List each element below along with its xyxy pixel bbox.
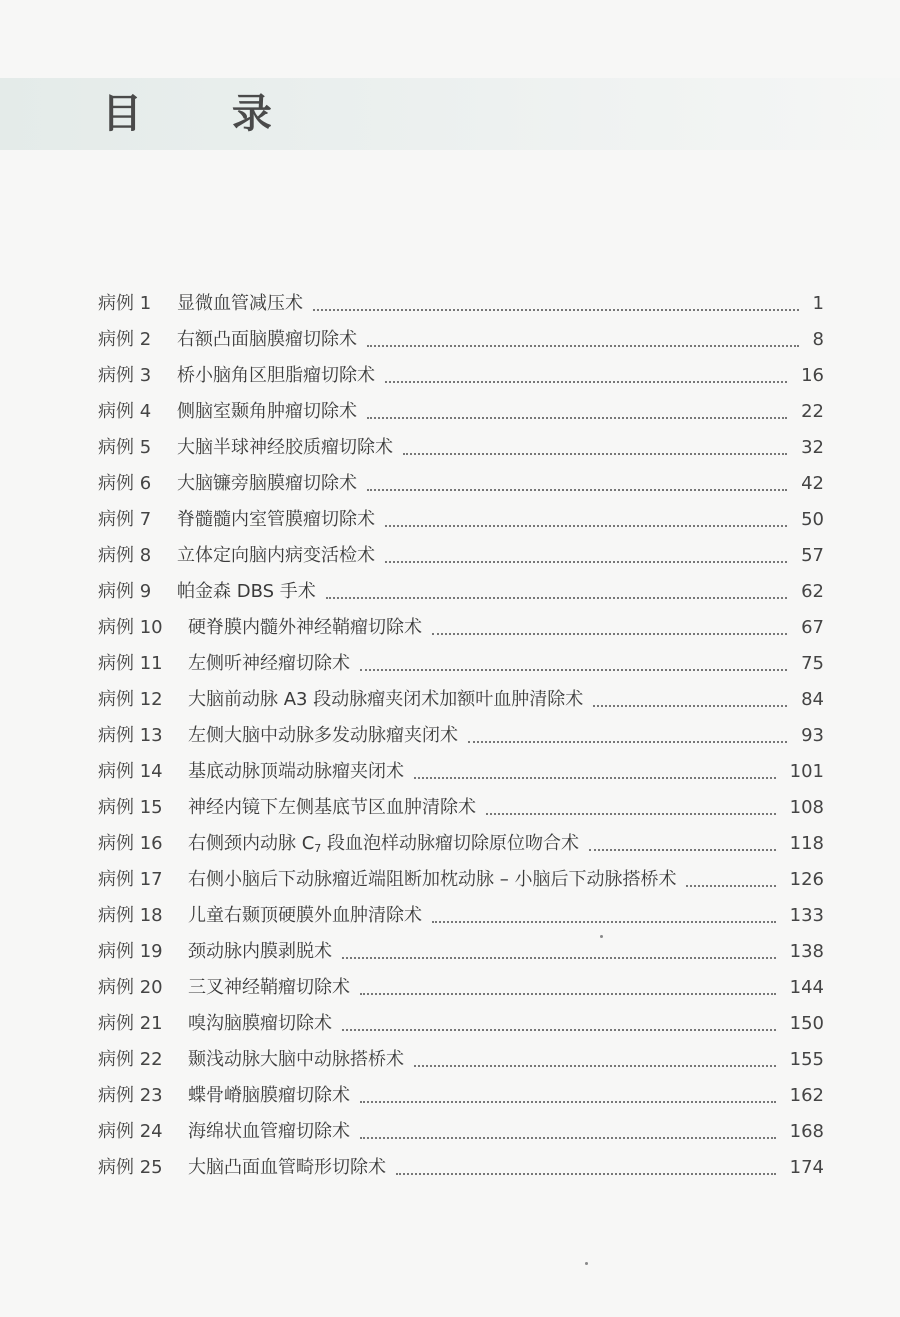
- entry-title: 大脑前动脉 A3 段动脉瘤夹闭术加额叶血肿清除术: [188, 689, 584, 710]
- case-number: 病例 13: [98, 725, 163, 746]
- toc-entry[interactable]: [98, 754, 824, 790]
- toc-entry[interactable]: [98, 322, 824, 358]
- case-number: 病例 9: [98, 581, 152, 602]
- entry-title: 显微血管减压术: [177, 293, 303, 314]
- toc-entry[interactable]: [98, 1006, 824, 1042]
- entry-title: 儿童右颞顶硬膜外血肿清除术: [188, 905, 422, 926]
- dot-leader: [385, 561, 787, 563]
- toc-entry[interactable]: [98, 934, 824, 970]
- entry-title: 基底动脉顶端动脉瘤夹闭术: [188, 761, 404, 782]
- entry-title: 帕金森 DBS 手术: [177, 581, 316, 602]
- dot-leader: [593, 705, 787, 707]
- toc-entry[interactable]: [98, 1150, 824, 1186]
- page-number: 126: [789, 869, 824, 890]
- dot-leader: [313, 309, 799, 311]
- dot-leader: [360, 1101, 776, 1103]
- toc-entry[interactable]: [98, 898, 824, 934]
- dot-leader: [360, 993, 776, 995]
- page-number: 168: [789, 1121, 824, 1142]
- case-number: 病例 24: [98, 1121, 163, 1142]
- case-number: 病例 8: [98, 545, 152, 566]
- case-number: 病例 12: [98, 689, 163, 710]
- page-number: 108: [789, 797, 824, 818]
- page-number: 62: [801, 581, 824, 602]
- page-number: 16: [801, 365, 824, 386]
- paper-speck: [600, 935, 603, 938]
- page-number: 162: [789, 1085, 824, 1106]
- dot-leader: [589, 849, 776, 851]
- toc-entry[interactable]: [98, 286, 824, 322]
- page-number: 67: [801, 617, 824, 638]
- toc-entry[interactable]: [98, 394, 824, 430]
- toc-entry[interactable]: [98, 862, 824, 898]
- page-title: 目 录: [102, 91, 310, 137]
- dot-leader: [468, 741, 787, 743]
- page-number: 150: [789, 1013, 824, 1034]
- entry-title: 颞浅动脉大脑中动脉搭桥术: [188, 1049, 404, 1070]
- dot-leader: [385, 525, 787, 527]
- case-number: 病例 20: [98, 977, 163, 998]
- page-number: 155: [789, 1049, 824, 1070]
- case-number: 病例 15: [98, 797, 163, 818]
- toc-entry[interactable]: [98, 1114, 824, 1150]
- page-number: 50: [801, 509, 824, 530]
- dot-leader: [486, 813, 776, 815]
- case-number: 病例 18: [98, 905, 163, 926]
- dot-leader: [367, 345, 799, 347]
- toc-entry[interactable]: [98, 826, 824, 862]
- entry-title-part: 段血泡样动脉瘤切除原位吻合术: [321, 833, 580, 854]
- page-number: 8: [812, 329, 824, 350]
- page-number: 144: [789, 977, 824, 998]
- dot-leader: [432, 921, 776, 923]
- entry-title: 侧脑室颞角肿瘤切除术: [177, 401, 357, 422]
- dot-leader: [396, 1173, 776, 1175]
- page-number: 22: [801, 401, 824, 422]
- entry-title-part: 右侧颈内动脉 C: [188, 833, 315, 854]
- dot-leader: [342, 957, 776, 959]
- entry-title-subscript: 7: [314, 842, 322, 855]
- toc-entry[interactable]: [98, 970, 824, 1006]
- dot-leader: [385, 381, 787, 383]
- entry-title: 神经内镜下左侧基底节区血肿清除术: [188, 797, 476, 818]
- entry-title: 大脑凸面血管畸形切除术: [188, 1157, 386, 1178]
- dot-leader: [367, 489, 787, 491]
- case-number: 病例 10: [98, 617, 163, 638]
- page-number: 101: [789, 761, 824, 782]
- dot-leader: [342, 1029, 776, 1031]
- toc-entry[interactable]: [98, 502, 824, 538]
- case-number: 病例 3: [98, 365, 152, 386]
- entry-title: 立体定向脑内病变活检术: [177, 545, 375, 566]
- page-number: 138: [789, 941, 824, 962]
- toc-entry[interactable]: [98, 790, 824, 826]
- toc-entry[interactable]: [98, 682, 824, 718]
- case-number: 病例 5: [98, 437, 152, 458]
- entry-title: 右侧小脑后下动脉瘤近端阻断加枕动脉 – 小脑后下动脉搭桥术: [188, 869, 677, 890]
- case-number: 病例 1: [98, 293, 152, 314]
- page-number: 93: [801, 725, 824, 746]
- case-number: 病例 6: [98, 473, 152, 494]
- entry-title: 硬脊膜内髓外神经鞘瘤切除术: [188, 617, 422, 638]
- case-number: 病例 14: [98, 761, 163, 782]
- case-number: 病例 4: [98, 401, 152, 422]
- page-number: 32: [801, 437, 824, 458]
- toc-entry[interactable]: [98, 538, 824, 574]
- toc-entry[interactable]: [98, 610, 824, 646]
- case-number: 病例 2: [98, 329, 152, 350]
- entry-title: 大脑镰旁脑膜瘤切除术: [177, 473, 357, 494]
- page-number: 84: [801, 689, 824, 710]
- toc-entry[interactable]: [98, 646, 824, 682]
- dot-leader: [360, 1137, 776, 1139]
- toc-entry[interactable]: [98, 466, 824, 502]
- toc-entry[interactable]: [98, 1078, 824, 1114]
- page-number: 133: [789, 905, 824, 926]
- entry-title: 桥小脑角区胆脂瘤切除术: [177, 365, 375, 386]
- entry-title: 左侧大脑中动脉多发动脉瘤夹闭术: [188, 725, 458, 746]
- case-number: 病例 25: [98, 1157, 163, 1178]
- page-number: 1: [812, 293, 824, 314]
- entry-title: 脊髓髓内室管膜瘤切除术: [177, 509, 375, 530]
- paper-speck: [585, 1262, 588, 1265]
- dot-leader: [326, 597, 787, 599]
- page-number: 174: [789, 1157, 824, 1178]
- toc-entry[interactable]: [98, 574, 824, 610]
- dot-leader: [686, 885, 776, 887]
- toc-entry[interactable]: [98, 358, 824, 394]
- page-number: 42: [801, 473, 824, 494]
- case-number: 病例 17: [98, 869, 163, 890]
- dot-leader: [414, 1065, 776, 1067]
- toc-entry[interactable]: [98, 718, 824, 754]
- case-number: 病例 23: [98, 1085, 163, 1106]
- entry-title: [188, 826, 579, 862]
- table-of-contents: [98, 286, 824, 1186]
- page-number: 57: [801, 545, 824, 566]
- case-number: 病例 7: [98, 509, 152, 530]
- entry-title: 蝶骨嵴脑膜瘤切除术: [188, 1085, 350, 1106]
- page-number: 118: [789, 833, 824, 854]
- dot-leader: [432, 633, 787, 635]
- dot-leader: [360, 669, 787, 671]
- entry-title: 三叉神经鞘瘤切除术: [188, 977, 350, 998]
- case-number: 病例 22: [98, 1049, 163, 1070]
- entry-title: 嗅沟脑膜瘤切除术: [188, 1013, 332, 1034]
- entry-title: 颈动脉内膜剥脱术: [188, 941, 332, 962]
- case-number: 病例 16: [98, 833, 163, 854]
- entry-title: 海绵状血管瘤切除术: [188, 1121, 350, 1142]
- page-number: 75: [801, 653, 824, 674]
- dot-leader: [367, 417, 787, 419]
- case-number: 病例 11: [98, 653, 163, 674]
- dot-leader: [414, 777, 776, 779]
- entry-title: 右额凸面脑膜瘤切除术: [177, 329, 357, 350]
- case-number: 病例 19: [98, 941, 163, 962]
- dot-leader: [403, 453, 787, 455]
- toc-entry[interactable]: [98, 430, 824, 466]
- case-number: 病例 21: [98, 1013, 163, 1034]
- entry-title: 左侧听神经瘤切除术: [188, 653, 350, 674]
- entry-title: 大脑半球神经胶质瘤切除术: [177, 437, 393, 458]
- toc-entry[interactable]: [98, 1042, 824, 1078]
